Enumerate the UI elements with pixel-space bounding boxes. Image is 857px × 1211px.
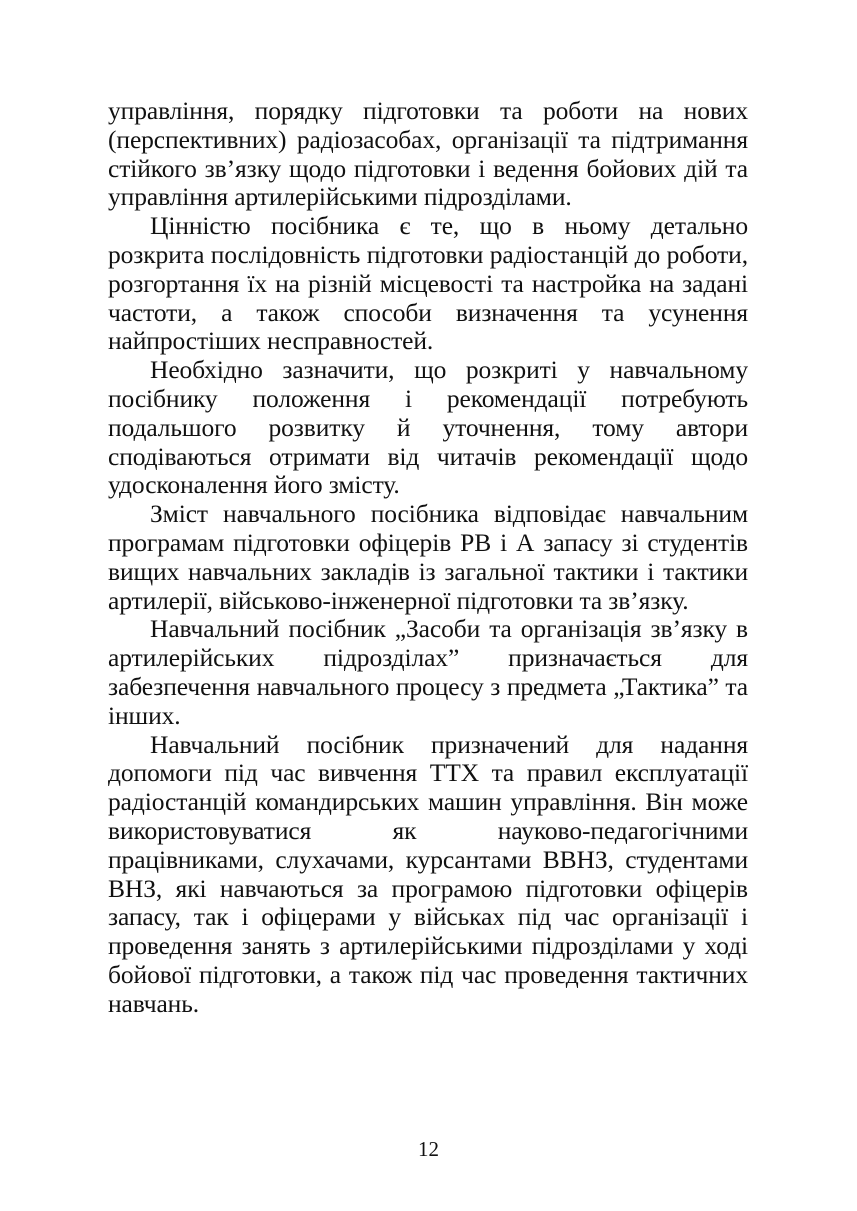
paragraph-value: Цінністю посібника є те, що в ньому детально розкрита послідовність підготовки радіостанцій до роботи, розгортання їх на різній місцевості та настройка на задані частоти, а також способи визначення та усунення найпростіших несправностей.	[108, 211, 748, 356]
paragraph-audience: Навчальний посібник призначений для надання допомоги під час вивчення ТТХ та правил експлуатації радіостанцій командирських машин управління. Він може використовуватися як науково-педагогічними працівниками, слухачами, курсантами ВВНЗ, студентами ВНЗ, які навчаються за програмою підготовки офіцерів запасу, так і офіцерами у військах під час організації і проведення занять з артилерійськими підрозділами у ході бойової підготовки, а також під час проведення тактичних навчань.	[108, 729, 748, 1018]
paragraph-note: Необхідно зазначити, що розкриті у навчальному посібнику положення і рекомендації потребують подальшого розвитку й уточнення, тому автори сподіваються отримати від читачів рекомендації щодо удосконалення його змісту.	[108, 355, 748, 500]
paragraph-purpose: Навчальний посібник „Засоби та організація зв’язку в артилерійських підрозділах” призначається для забезпечення навчального процесу з предмета „Тактика” та інших.	[108, 614, 748, 730]
paragraph-continued: управління, порядку підготовки та роботи на нових (перспективних) радіозасобах, організації та підтримання стійкого зв’язку щодо підготовки і ведення бойових дій та управління артилерійськими підрозділами.	[108, 96, 748, 212]
body-text	[108, 97, 748, 1019]
page-number: 12	[418, 1137, 439, 1161]
paragraph-content: Зміст навчального посібника відповідає навчальним програмам підготовки офіцерів РВ і А запасу зі студентів вищих навчальних закладів із загальної тактики і тактики артилерії, військово-інженерної підготовки та зв’язку.	[108, 499, 748, 615]
